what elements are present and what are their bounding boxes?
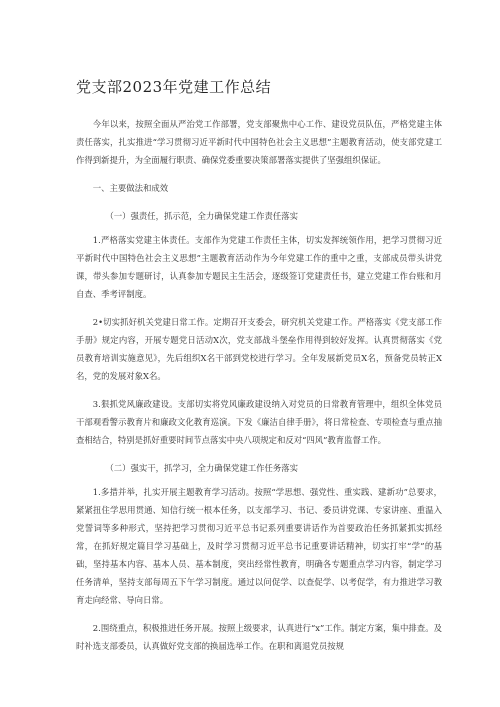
paragraph-study-2: 2.围绕重点，积极推进任务开展。按照上级要求，认真进行“x”工作。制定方案，集中排查。及时补选支部委员，认真做好党支部的换届选举工作。在职和离退党员按规 bbox=[76, 623, 442, 651]
section-heading-main-practices: 一、主要做法和成效 bbox=[92, 183, 169, 193]
paragraph-responsibility-1: 1.严格落实党建主体责任。支部作为党建工作责任主体，切实发挥统领作用，把学习贯彻习近平新时代中国特色社会主义思想”主题教育活动作为今年党建工作的重中之重，支部成员带头讲党课，带头参加专题研讨，认真参加专题民主生活会，逐级签订党建责任书，建立党建工作台账和月自查、季考评制度。 bbox=[76, 235, 442, 299]
intro-paragraph: 今年以来，按照全面从严治党工作部署，党支部聚焦中心工作、建设党员队伍，严格党建主体责任落实，扎实推进“学习贯彻习近平新时代中国特色社会主义思想”主题教育活动，使支部党建工作得到新提升，为全面履行职责、确保党委重要决策部署落实提供了坚强组织保证。 bbox=[76, 119, 442, 165]
paragraph-responsibility-2: 2•切实抓好机关党建日常工作。定期召开支委会，研究机关党建工作。严格落实《党支部工作手册》规定内容，开展专题党日活动X次，党支部战斗堡垒作用得到较好发挥。认真贯彻落实《党员教育培训实施意见》，先后组织X名干部到党校进行学习。全年发展新党员X名，预备党员转正X名，党的发展对象X名。 bbox=[76, 317, 442, 381]
paragraph-study-1: 1.多措并举，扎实开展主题教育学习活动。按照“学思想、强党性、重实践、建新功”总要求，紧紧扭住学思用贯通、知信行统一根本任务，以支部学习、书记、委员讲党课、专家讲座、重温入党誓词等多种形式，坚持把学习贯彻习近平总书记系列重要讲话作为首要政治任务抓紧抓实抓经常，在抓好规定篇目学习基础上，及时学习贯彻习近平总书记重要讲话精神，切实打牢“学”的基础，坚持基本内容、基本人员、基本制度，突出经常性教育，明确各专题重点学习内容，制定学习任务清单，坚持支部每周五下午学习制度。通过以问促学、以查促学、以考促学，有力推进学习教育走向经常、导向日常。 bbox=[76, 487, 442, 605]
subsection-heading-study: （二）强实干，抓学习，全力确保党建工作任务落实 bbox=[105, 463, 299, 473]
paragraph-responsibility-3: 3.狠抓党风廉政建设。支部切实将党风廉政建设纳入对党员的日常教育管理中，组织全体党员干部观看警示教育片和廉政文化教育巡演。下发《廉洁自律手册》，将日常检查、专项检查与重点抽查相结合，特别是抓好重要时间节点落实中央八项规定和反对“四风”教育监督工作。 bbox=[76, 399, 442, 445]
document-title: 党支部2023年党建工作总结 bbox=[76, 78, 272, 96]
subsection-heading-responsibility: （一）强责任，抓示范，全力确保党建工作责任落实 bbox=[105, 211, 299, 221]
